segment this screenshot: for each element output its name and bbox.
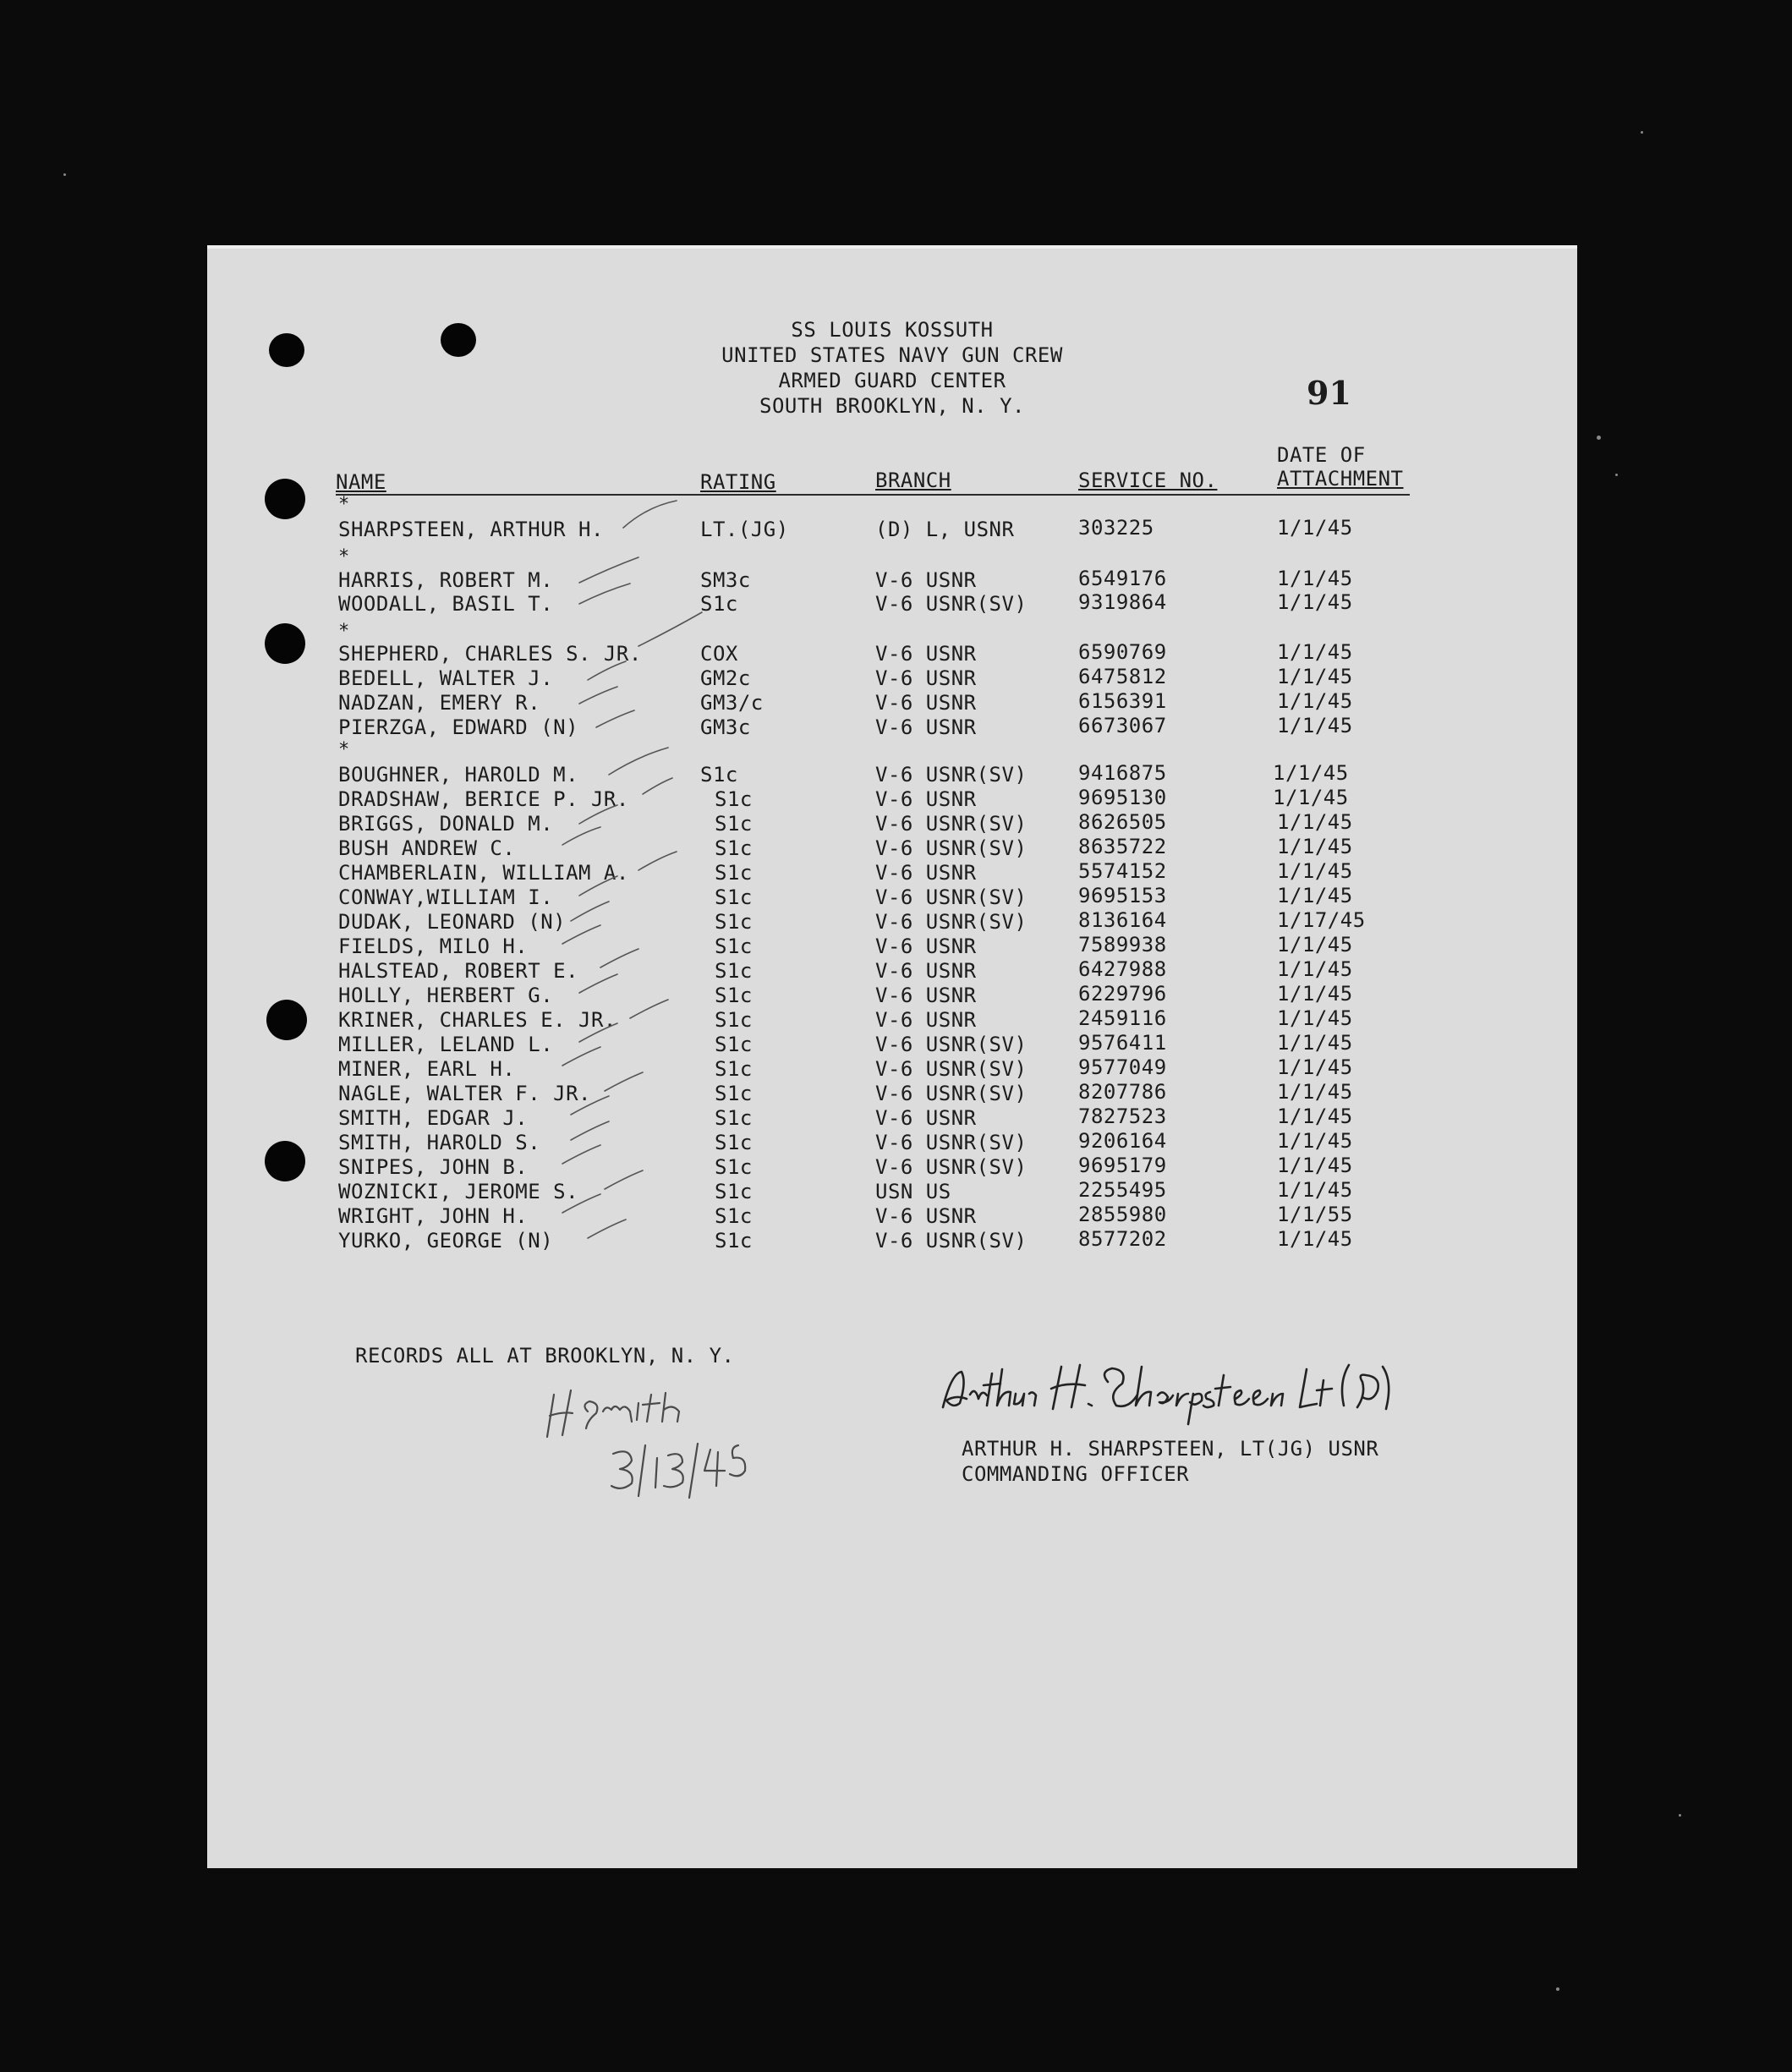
cell-rating: SM3c <box>700 568 751 592</box>
cell-service-no: 6590769 <box>1078 640 1167 664</box>
cell-branch: V-6 USNR(SV) <box>875 763 1028 787</box>
group-marker: * <box>338 494 350 515</box>
cell-name: PIERZGA, EDWARD (N) <box>338 715 579 739</box>
checkmark <box>605 1072 643 1091</box>
cell-date: 1/1/45 <box>1277 933 1353 957</box>
cell-branch: V-6 USNR <box>875 787 977 811</box>
cell-name: BRIGGS, DONALD M. <box>338 812 554 836</box>
cell-date: 1/1/45 <box>1277 982 1353 1006</box>
page-number: 91 <box>1307 374 1351 412</box>
cell-service-no: 2459116 <box>1078 1006 1167 1030</box>
cell-rating: GM3c <box>700 715 751 739</box>
cell-branch: V-6 USNR(SV) <box>875 592 1028 616</box>
cell-rating: COX <box>700 642 738 666</box>
group-marker: * <box>338 546 350 567</box>
col-header-rating: RATING <box>700 470 776 494</box>
cell-date: 1/1/45 <box>1277 859 1353 883</box>
cell-rating: S1c <box>715 1008 753 1032</box>
center-name: ARMED GUARD CENTER <box>778 369 1006 392</box>
cell-date: 1/1/45 <box>1277 1105 1353 1128</box>
cell-rating: S1c <box>715 1033 753 1056</box>
cell-rating: LT.(JG) <box>700 518 789 541</box>
unit-name: UNITED STATES NAVY GUN CREW <box>721 343 1063 367</box>
cell-date: 1/1/45 <box>1277 590 1353 614</box>
cell-date: 1/1/45 <box>1277 810 1353 834</box>
cell-name: DRADSHAW, BERICE P. JR. <box>338 787 629 811</box>
location: SOUTH BROOKLYN, N. Y. <box>759 394 1025 418</box>
cell-rating: S1c <box>715 1204 753 1228</box>
checkmark <box>571 1121 609 1140</box>
group-marker: * <box>338 621 350 642</box>
cell-date: 1/1/45 <box>1277 1031 1353 1055</box>
cell-service-no: 5574152 <box>1078 859 1167 883</box>
cell-rating: S1c <box>715 1180 753 1203</box>
cell-rating: S1c <box>700 592 738 616</box>
cell-date: 1/1/45 <box>1277 957 1353 981</box>
cell-service-no: 6229796 <box>1078 982 1167 1006</box>
cell-service-no: 6475812 <box>1078 665 1167 688</box>
cell-rating: S1c <box>715 1082 753 1105</box>
cell-rating: S1c <box>715 1155 753 1179</box>
checkmark <box>579 974 617 993</box>
cell-rating: S1c <box>700 763 738 787</box>
cell-service-no: 303225 <box>1078 516 1154 540</box>
ship-name: SS LOUIS KOSSUTH <box>791 318 994 342</box>
cell-branch: V-6 USNR(SV) <box>875 1155 1028 1179</box>
cell-date: 1/1/45 <box>1277 1055 1353 1079</box>
cell-date: 1/1/45 <box>1277 665 1353 688</box>
checkmarks-overlay <box>207 249 1577 1868</box>
cell-date: 1/1/45 <box>1277 884 1353 907</box>
cell-service-no: 9206164 <box>1078 1129 1167 1153</box>
checkmark <box>600 949 638 967</box>
cell-rating: S1c <box>715 836 753 860</box>
cell-name: BOUGHNER, HAROLD M. <box>338 763 579 787</box>
checkmark <box>579 557 638 583</box>
cell-service-no: 8635722 <box>1078 835 1167 858</box>
cell-date: 1/1/45 <box>1277 1154 1353 1177</box>
col-header-date-line2: ATTACHMENT <box>1277 467 1404 491</box>
scan-speck <box>1556 1987 1559 1991</box>
cell-rating: GM3/c <box>700 691 764 715</box>
cell-service-no: 7589938 <box>1078 933 1167 957</box>
checkmark <box>643 778 672 794</box>
cell-date: 1/17/45 <box>1277 908 1366 932</box>
cell-branch: V-6 USNR(SV) <box>875 910 1028 934</box>
cell-name: MINER, EARL H. <box>338 1057 516 1081</box>
cell-rating: S1c <box>715 959 753 983</box>
col-header-service-no: SERVICE NO. <box>1078 469 1218 492</box>
checkmark <box>609 748 668 775</box>
cell-name: CONWAY,WILLIAM I. <box>338 885 554 909</box>
checkmark <box>588 661 626 680</box>
checkmark <box>638 852 677 870</box>
checkmark <box>571 902 609 921</box>
cell-date: 1/1/45 <box>1277 640 1353 664</box>
cell-rating: S1c <box>715 1057 753 1081</box>
checkmark <box>562 1145 600 1164</box>
cell-branch: V-6 USNR(SV) <box>875 1033 1028 1056</box>
officer-title: COMMANDING OFFICER <box>962 1462 1190 1486</box>
cell-rating: S1c <box>715 787 753 811</box>
col-header-date-line1: DATE OF <box>1277 443 1366 467</box>
cell-date: 1/1/45 <box>1273 761 1349 785</box>
cell-date: 1/1/45 <box>1277 1178 1353 1202</box>
checkmark <box>638 612 702 646</box>
cell-name: NAGLE, WALTER F. JR. <box>338 1082 591 1105</box>
cell-rating: S1c <box>715 885 753 909</box>
cell-date: 1/1/45 <box>1277 689 1353 713</box>
cell-date: 1/1/45 <box>1273 786 1349 809</box>
cell-service-no: 6427988 <box>1078 957 1167 981</box>
cell-branch: V-6 USNR <box>875 935 977 958</box>
cell-service-no: 9695130 <box>1078 786 1167 809</box>
cell-date: 1/1/45 <box>1277 835 1353 858</box>
cell-rating: S1c <box>715 861 753 885</box>
cell-rating: S1c <box>715 935 753 958</box>
cell-service-no: 6673067 <box>1078 714 1167 737</box>
cell-name: SMITH, HAROLD S. <box>338 1131 541 1154</box>
cell-date: 1/1/45 <box>1277 1080 1353 1104</box>
checkmark <box>562 925 600 944</box>
cell-rating: S1c <box>715 984 753 1007</box>
cell-service-no: 8207786 <box>1078 1080 1167 1104</box>
cell-service-no: 9576411 <box>1078 1031 1167 1055</box>
cell-name: NADZAN, EMERY R. <box>338 691 541 715</box>
checkmark <box>630 1000 668 1018</box>
cell-name: HOLLY, HERBERT G. <box>338 984 554 1007</box>
cell-rating: S1c <box>715 1229 753 1253</box>
cell-name: HARRIS, ROBERT M. <box>338 568 554 592</box>
cell-name: BUSH ANDREW C. <box>338 836 516 860</box>
cell-name: SHEPHERD, CHARLES S. JR. <box>338 642 642 666</box>
officer-signature <box>934 1357 1408 1433</box>
cell-branch: V-6 USNR <box>875 691 977 715</box>
col-header-name: NAME <box>336 470 386 494</box>
cell-service-no: 9577049 <box>1078 1055 1167 1079</box>
cell-name: YURKO, GEORGE (N) <box>338 1229 554 1253</box>
cell-branch: V-6 USNR <box>875 715 977 739</box>
checkmark <box>562 1047 600 1066</box>
cell-rating: S1c <box>715 1131 753 1154</box>
scan-speck <box>1641 131 1643 134</box>
records-note: RECORDS ALL AT BROOKLYN, N. Y. <box>355 1344 735 1368</box>
cell-branch: V-6 USNR <box>875 861 977 885</box>
cell-name: CHAMBERLAIN, WILLIAM A. <box>338 861 629 885</box>
cell-name: HALSTEAD, ROBERT E. <box>338 959 579 983</box>
handwritten-initials-date <box>537 1386 757 1521</box>
cell-branch: (D) L, USNR <box>875 518 1015 541</box>
checkmark <box>571 1096 609 1115</box>
checkmark <box>596 710 634 727</box>
cell-name: DUDAK, LEONARD (N) <box>338 910 567 934</box>
checkmark <box>579 876 617 896</box>
cell-service-no: 6549176 <box>1078 567 1167 590</box>
officer-name: ARTHUR H. SHARPSTEEN, LT(JG) USNR <box>962 1437 1379 1461</box>
cell-name: FIELDS, MILO H. <box>338 935 529 958</box>
cell-branch: V-6 USNR <box>875 1204 977 1228</box>
cell-branch: V-6 USNR(SV) <box>875 812 1028 836</box>
cell-date: 1/1/45 <box>1277 1227 1353 1251</box>
cell-branch: V-6 USNR <box>875 1106 977 1130</box>
checkmark <box>579 1023 617 1042</box>
document-page <box>207 245 1577 1868</box>
cell-service-no: 7827523 <box>1078 1105 1167 1128</box>
cell-date: 1/1/45 <box>1277 516 1353 540</box>
checkmark <box>562 827 600 845</box>
cell-branch: V-6 USNR <box>875 666 977 690</box>
cell-rating: GM2c <box>700 666 751 690</box>
cell-name: BEDELL, WALTER J. <box>338 666 554 690</box>
scan-speck <box>1679 1814 1681 1817</box>
cell-date: 1/1/45 <box>1277 1129 1353 1153</box>
checkmark <box>588 1220 626 1238</box>
checkmark <box>579 687 617 704</box>
scan-speck <box>1615 474 1618 476</box>
cell-branch: V-6 USNR(SV) <box>875 836 1028 860</box>
cell-name: WOZNICKI, JEROME S. <box>338 1180 579 1203</box>
cell-branch: V-6 USNR <box>875 568 977 592</box>
cell-date: 1/1/55 <box>1277 1203 1353 1226</box>
cell-date: 1/1/45 <box>1277 1006 1353 1030</box>
cell-branch: USN US <box>875 1180 951 1203</box>
cell-branch: V-6 USNR <box>875 984 977 1007</box>
cell-name: MILLER, LELAND L. <box>338 1033 554 1056</box>
cell-branch: V-6 USNR <box>875 1008 977 1032</box>
cell-service-no: 8626505 <box>1078 810 1167 834</box>
cell-name: SHARPSTEEN, ARTHUR H. <box>338 518 604 541</box>
cell-service-no: 8136164 <box>1078 908 1167 932</box>
cell-branch: V-6 USNR <box>875 959 977 983</box>
cell-service-no: 9416875 <box>1078 761 1167 785</box>
checkmark <box>579 805 617 824</box>
cell-service-no: 8577202 <box>1078 1227 1167 1251</box>
cell-date: 1/1/45 <box>1277 567 1353 590</box>
cell-branch: V-6 USNR(SV) <box>875 885 1028 909</box>
cell-name: WOODALL, BASIL T. <box>338 592 554 616</box>
checkmark <box>623 501 677 528</box>
cell-service-no: 9319864 <box>1078 590 1167 614</box>
cell-service-no: 9695153 <box>1078 884 1167 907</box>
cell-date: 1/1/45 <box>1277 714 1353 737</box>
cell-name: WRIGHT, JOHN H. <box>338 1204 529 1228</box>
cell-branch: V-6 USNR(SV) <box>875 1082 1028 1105</box>
scan-speck <box>1597 436 1601 440</box>
cell-name: KRINER, CHARLES E. JR. <box>338 1008 617 1032</box>
cell-name: SNIPES, JOHN B. <box>338 1155 529 1179</box>
cell-branch: V-6 USNR <box>875 642 977 666</box>
cell-service-no: 2255495 <box>1078 1178 1167 1202</box>
cell-service-no: 2855980 <box>1078 1203 1167 1226</box>
checkmark <box>605 1170 643 1189</box>
cell-rating: S1c <box>715 910 753 934</box>
cell-service-no: 9695179 <box>1078 1154 1167 1177</box>
checkmark <box>579 584 630 604</box>
checkmark <box>562 1194 600 1213</box>
cell-branch: V-6 USNR(SV) <box>875 1131 1028 1154</box>
cell-name: SMITH, EDGAR J. <box>338 1106 529 1130</box>
cell-branch: V-6 USNR(SV) <box>875 1057 1028 1081</box>
cell-service-no: 6156391 <box>1078 689 1167 713</box>
cell-rating: S1c <box>715 812 753 836</box>
scan-speck <box>63 173 66 176</box>
col-header-branch: BRANCH <box>875 469 951 492</box>
cell-rating: S1c <box>715 1106 753 1130</box>
cell-branch: V-6 USNR(SV) <box>875 1229 1028 1253</box>
group-marker: * <box>338 739 350 760</box>
